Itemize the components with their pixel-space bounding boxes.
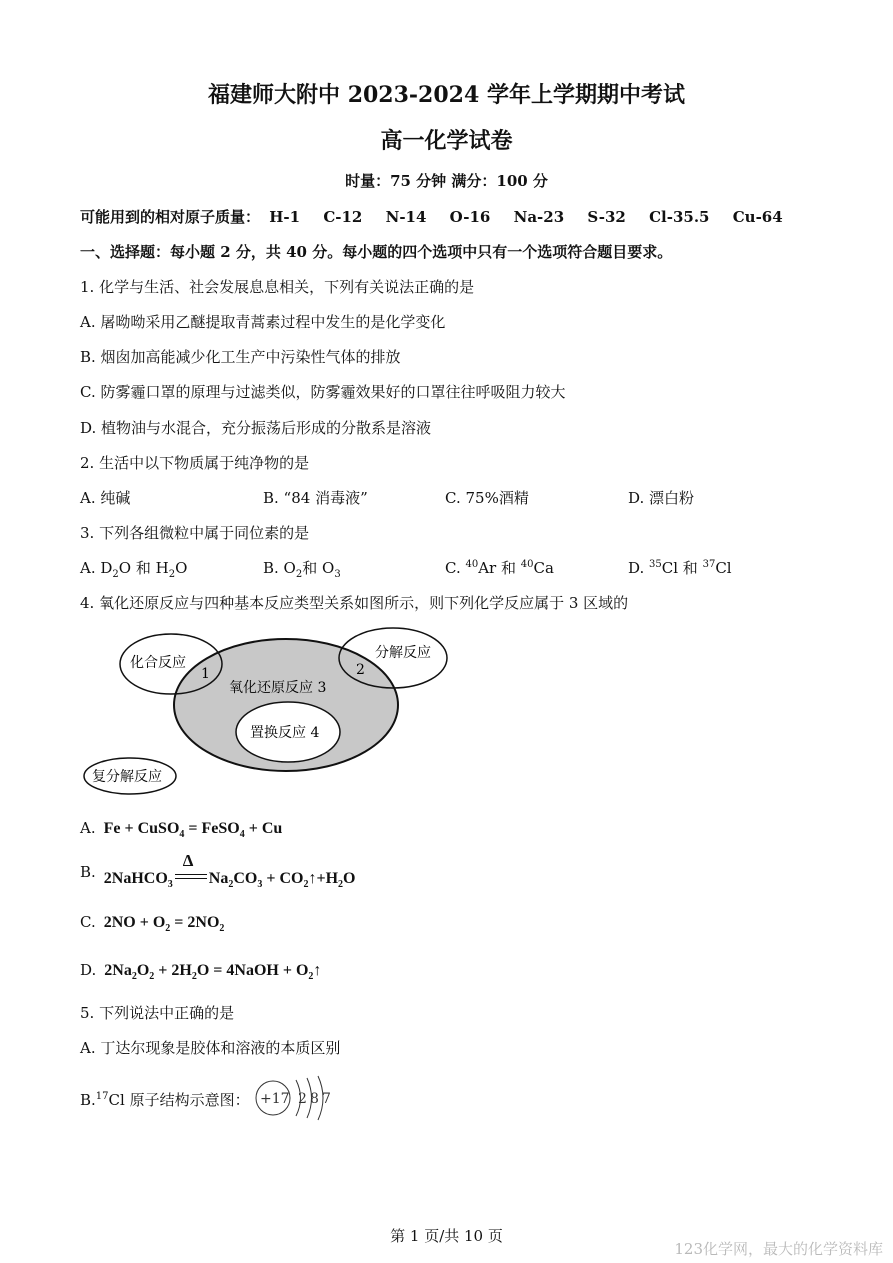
subscript: 2 [219,923,225,935]
option-text: O 和 H [118,559,169,577]
question-3-option-a [80,557,187,580]
watermark: 123化学网，最大的化学资料库 [674,1240,883,1258]
question-4-option-c [80,912,224,934]
subscript: 2 [303,879,309,891]
eq-part: + Cu [244,820,283,837]
shell-electrons: 2 [298,1091,307,1107]
eq-part: = FeSO [184,820,240,837]
shell-electrons: 7 [322,1091,331,1107]
mass-item: O-16 [449,208,491,226]
question-1-option-b: B. 烟囱加高能减少化工生产中污染性气体的排放 [80,348,401,366]
question-4-option-d [80,960,321,982]
eq-part: + 2H [154,962,192,979]
eq-part: 2Na [104,962,132,979]
equation [104,962,322,983]
exam-title: 福建师大附中 2023-2024 学年上学期期中考试 [208,82,685,108]
subscript: 2 [149,971,155,983]
question-3-option-c [445,557,554,578]
subscript: 2 [228,879,234,891]
eq-part: O [136,962,150,979]
atomic-masses [80,206,801,227]
exam-meta: 时量：75 分钟 满分：100 分 [345,172,548,190]
question-5-option-a: A. 丁达尔现象是胶体和溶液的本质区别 [80,1039,341,1057]
equation [103,914,225,935]
masses-label: 可能用到的相对原子质量： [80,208,261,226]
subscript: 2 [112,569,119,580]
section-heading: 一、选择题：每小题 2 分，共 40 分。每小题的四个选项中只有一个选项符合题目要求。 [80,243,673,261]
option-text: Cl [715,559,732,577]
subscript: 2 [338,879,344,891]
atomic-structure-diagram [252,1072,342,1126]
eq-part: O [343,870,356,887]
eq-part: +H [316,870,339,887]
question-3-option-b [263,557,341,580]
question-2-option-c: C. 75%酒精 [445,489,529,507]
shell-electrons: 8 [310,1091,319,1107]
option-text: B. O [263,559,296,577]
subscript: 2 [168,569,176,580]
heat-condition [175,851,207,883]
question-1-option-a: A. 屠呦呦采用乙醚提取青蒿素过程中发生的是化学变化 [80,313,446,331]
option-label: A. [80,819,96,837]
mass-item: S-32 [587,208,626,226]
question-1-option-c: C. 防雾霾口罩的原理与过滤类似，防雾霾效果好的口罩往往呼吸阻力较大 [80,383,566,401]
mass-item: Na-23 [513,208,565,226]
question-5-stem: 5. 下列说法中正确的是 [80,1004,235,1022]
option-label: B. [80,863,96,881]
region-2-label: 2 [356,662,365,678]
question-4-option-a [80,818,282,840]
equation [103,820,283,841]
eq-part: 2NaHCO [103,870,168,887]
nucleus-charge: +17 [260,1091,290,1107]
subscript: 3 [334,569,341,580]
question-4-option-b [80,851,356,891]
eq-part: CO [233,870,258,887]
option-text: C. [445,559,466,577]
page-footer: 第 1 页/共 10 页 [390,1227,503,1245]
question-1-stem: 1. 化学与生活、社会发展息息相关，下列有关说法正确的是 [80,278,475,296]
superscript: 35 [649,559,662,570]
eq-part: + CO [262,870,304,887]
option-label: C. [80,913,96,931]
equals-bar [175,874,207,875]
eq-part: Na [208,870,229,887]
subscript: 2 [308,971,314,983]
question-4-stem: 4. 氧化还原反应与四种基本反应类型关系如图所示，则下列化学反应属于 3 区域的 [80,594,629,612]
mass-item: H-1 [269,208,301,226]
option-text: Ca [533,559,554,577]
subscript: 3 [257,879,263,891]
question-3-stem: 3. 下列各组微粒中属于同位素的是 [80,524,310,542]
mass-item: N-14 [385,208,427,226]
equation [103,851,356,891]
eq-part: O = 4NaOH + O [196,962,309,979]
subscript: 2 [131,971,137,983]
gas-arrow: ↑ [313,962,322,979]
subscript: 4 [239,829,245,841]
option-text: Cl 和 [661,559,703,577]
equals-bar [175,878,207,879]
question-2-option-b: B. “84 消毒液” [263,489,368,507]
subscript: 2 [191,971,197,983]
eq-part: 2NO + O [103,914,166,931]
question-2-option-a: A. 纯碱 [80,489,131,507]
question-2-stem: 2. 生活中以下物质属于纯净物的是 [80,454,310,472]
option-text: 和 O [302,559,335,577]
subscript: 4 [179,829,185,841]
decomposition-label: 分解反应 [375,645,431,661]
option-text: Ar 和 [478,559,521,577]
question-3-option-d [628,557,732,578]
option-label: B. [80,1091,96,1109]
subscript: 2 [165,923,171,935]
combination-label: 化合反应 [130,655,186,671]
option-text: D. [628,559,650,577]
mass-item: Cl-35.5 [649,208,710,226]
displacement-label: 置换反应 4 [250,725,320,741]
delta-symbol: Δ [182,851,194,870]
option-text: A. D [80,559,113,577]
option-text: Cl 原子结构示意图： [108,1091,250,1109]
superscript: 17 [95,1091,109,1102]
question-1-option-d: D. 植物油与水混合，充分振荡后形成的分散系是溶液 [80,419,432,437]
option-text: O [175,559,188,577]
question-5-option-b [80,1089,250,1110]
option-label: D. [80,961,97,979]
question-2-option-d: D. 漂白粉 [628,489,695,507]
superscript: 40 [465,559,479,570]
mass-item: Cu-64 [732,208,783,226]
exam-subtitle: 高一化学试卷 [380,128,513,154]
subscript: 2 [295,569,303,580]
subscript: 3 [167,879,173,891]
superscript: 37 [702,559,716,570]
superscript: 40 [520,559,534,570]
gas-arrow: ↑ [308,870,317,887]
mass-item: C-12 [323,208,363,226]
reaction-venn-diagram [78,622,458,802]
double-displacement-label: 复分解反应 [92,769,162,785]
redox-label: 氧化还原反应 3 [229,680,327,696]
eq-part: Fe + CuSO [103,820,180,837]
region-1-label: 1 [201,666,210,682]
eq-part: = 2NO [170,914,220,931]
